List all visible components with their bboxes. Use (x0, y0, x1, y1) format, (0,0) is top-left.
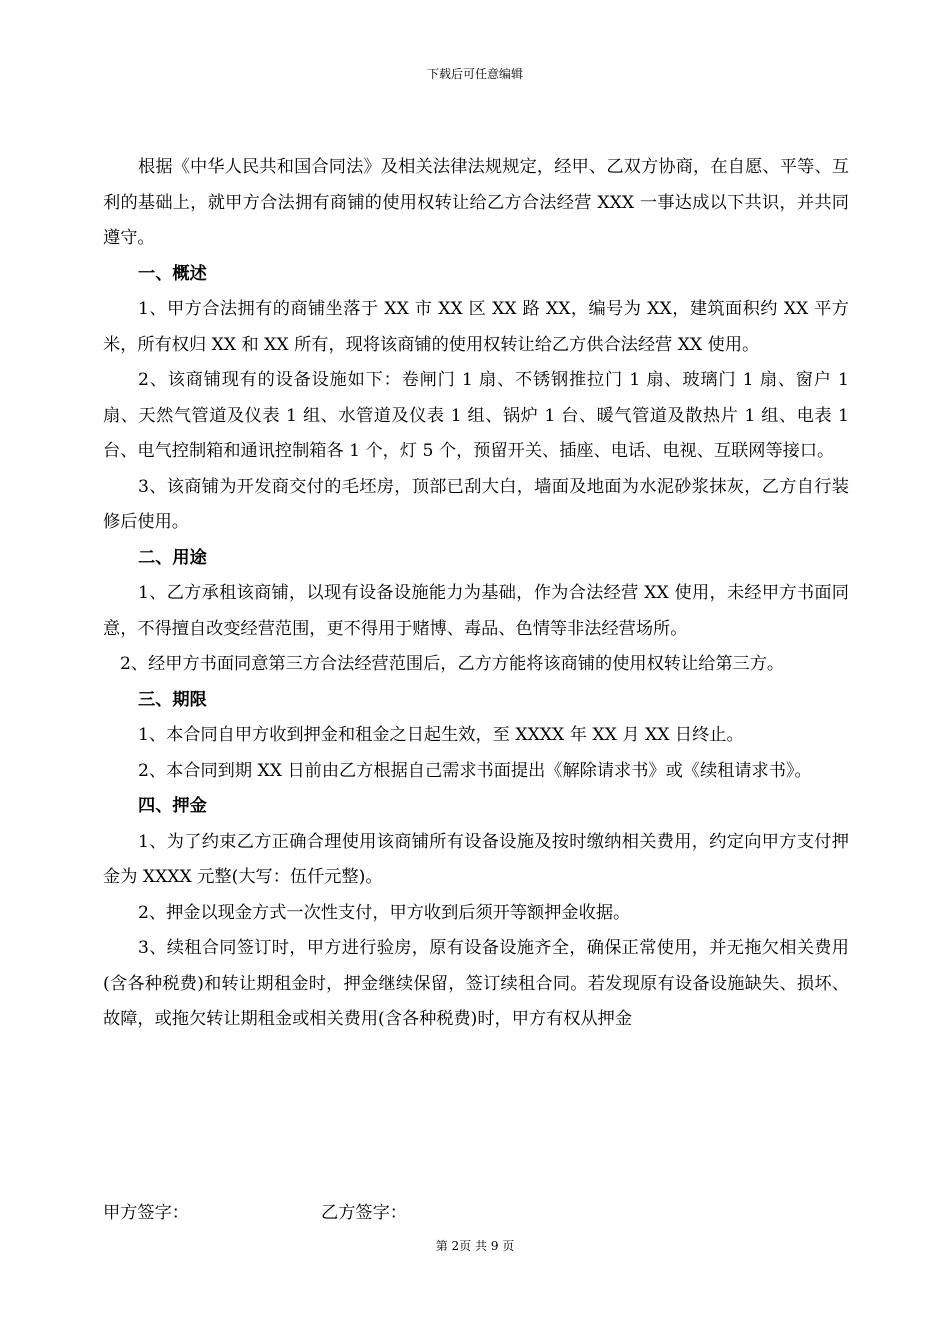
purpose-clause-1: 1、乙方承租该商铺，以现有设备设施能力为基础，作为合法经营 XX 使用，未经甲方书面同意，不得擅自改变经营范围，更不得用于赌博、毒品、色情等非法经营场所。 (103, 583, 849, 639)
intro-paragraph: 根据《中华人民共和国合同法》及相关法律法规规定，经甲、乙双方协商，在自愿、平等、互利的基础上，就甲方合法拥有商铺的使用权转让给乙方合法经营 XXX 一事达成以下共识，并共同遵守。 (103, 157, 849, 248)
overview-clause-3: 3、该商铺为开发商交付的毛坯房，顶部已刮大白，墙面及地面为水泥砂浆抹灰，乙方自行装修后使用。 (103, 476, 849, 532)
party-b-signature-label: 乙方签字： (321, 1203, 407, 1223)
deposit-clause-1: 1、为了约束乙方正确合理使用该商铺所有设备设施及按时缴纳相关费用，约定向甲方支付押金为 XXXX 元整(大写：伍仟元整)。 (103, 831, 849, 887)
document-body (103, 150, 849, 1038)
overview-clause-1: 1、甲方合法拥有的商铺坐落于 XX 市 XX 区 XX 路 XX，编号为 XX，建筑面积约 XX 平方米，所有权归 XX 和 XX 所有，现将该商铺的使用权转让给乙方供合法经营 XX 使用。 (103, 299, 849, 355)
term-clause-1: 1、本合同自甲方收到押金和租金之日起生效，至 XXXX 年 XX 月 XX 日终止。 (138, 725, 744, 745)
page-footer: 第 2页 共 9 页 (435, 1239, 515, 1253)
section-heading-deposit: 四、押金 (138, 796, 207, 816)
deposit-clause-3: 3、续租合同签订时，甲方进行验房，原有设备设施齐全，确保正常使用，并无拖欠相关费用(含各种税费)和转让期租金时，押金继续保留，签订续租合同。若发现原有设备设施缺失、损坏、故障，或拖欠转让期租金或相关费用(含各种税费)时，甲方有权从押金 (103, 938, 849, 1029)
section-heading-overview: 一、概述 (138, 263, 207, 284)
section-heading-term: 三、期限 (138, 689, 207, 710)
party-a-signature-label: 甲方签字： (103, 1203, 189, 1223)
overview-clause-2: 2、该商铺现有的设备设施如下：卷闸门 1 扇、不锈钢推拉门 1 扇、玻璃门 1 扇、窗户 1 扇、天然气管道及仪表 1 组、水管道及仪表 1 组、锅炉 1 台、暖气管道及散热片 1 组、电表 1 台、电气控制箱和通讯控制箱各 1 个，灯 5 个，预留开关、插座、电话、电视、互联网等接口。 (103, 370, 849, 461)
deposit-clause-2: 2、押金以现金方式一次性支付，甲方收到后须开等额押金收据。 (138, 902, 631, 923)
purpose-clause-2: 2、经甲方书面同意第三方合法经营范围后，乙方方能将该商铺的使用权转让给第三方。 (120, 654, 785, 674)
section-heading-purpose: 二、用途 (138, 547, 207, 568)
term-clause-2: 2、本合同到期 XX 日前由乙方根据自己需求书面提出《解除请求书》或《续租请求书》。 (138, 760, 812, 781)
page-header: 下载后可任意编辑 (426, 67, 523, 81)
